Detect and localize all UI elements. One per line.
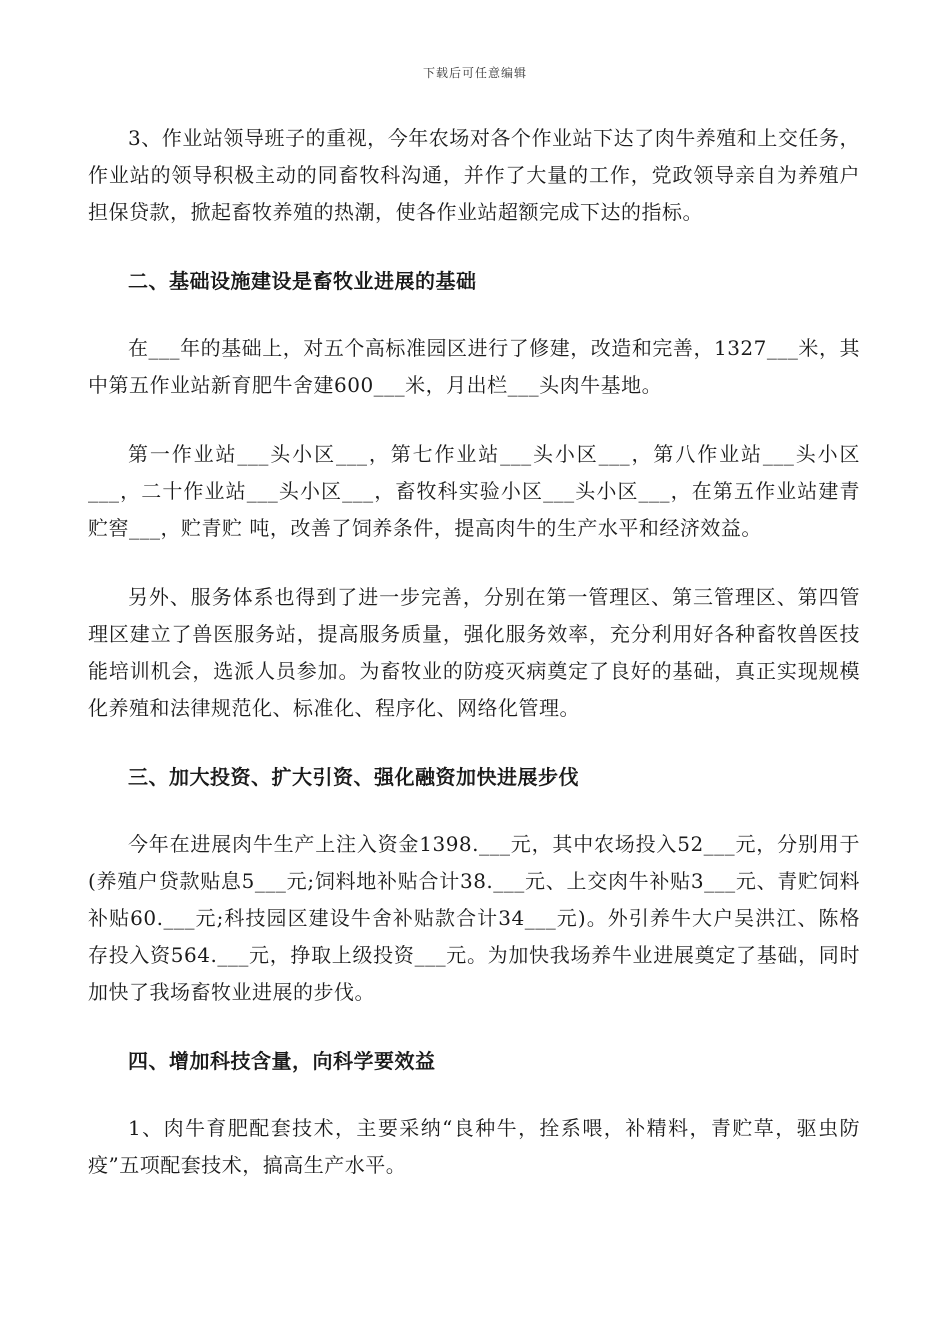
section-heading-technology: 四、增加科技含量，向科学要效益 xyxy=(128,1049,436,1073)
paragraph-station-leadership: 3、作业站领导班子的重视，今年农场对各个作业站下达了肉牛养殖和上交任务，作业站的领导积极主动的同畜牧科沟通，并作了大量的工作，党政领导亲自为养殖户担保贷款，掀起畜牧养殖的热潮，使各作业站超额完成下达的指标。 xyxy=(88,126,860,224)
section-heading-investment: 三、加大投资、扩大引资、强化融资加快进展步伐 xyxy=(128,765,579,789)
paragraph-station-districts: 第一作业站___头小区___，第七作业站___头小区___，第八作业站___头小区___，二十作业站___头小区___，畜牧科实验小区___头小区___，在第五作业站建青贮窖___，贮青贮 吨，改善了饲养条件，提高肉牛的生产水平和经济效益。 xyxy=(88,442,860,540)
section-heading-infrastructure: 二、基础设施建设是畜牧业进展的基础 xyxy=(128,269,477,293)
paragraph-fattening-technique: 1、肉牛育肥配套技术，主要采纳“良种牛，拴系喂，补精料，青贮草，驱虫防疫”五项配套技术，搞高生产水平。 xyxy=(88,1116,860,1177)
page-header: 下载后可任意编辑 xyxy=(422,66,527,80)
paragraph-investment-details: 今年在进展肉牛生产上注入资金1398.___元，其中农场投入52___元，分别用于(养殖户贷款贴息5___元;饲料地补贴合计38.___元、上交肉牛补贴3___元、青贮饲料补贴60.___元;科技园区建设牛舍补贴款合计34___元)。外引养牛大户吴洪江、陈格存投入资564.___元，挣取上级投资___元。为加快我场养牛业进展奠定了基础，同时加快了我场畜牧业进展的步伐。 xyxy=(88,832,860,1004)
paragraph-service-system: 另外、服务体系也得到了进一步完善，分别在第一管理区、第三管理区、第四管理区建立了兽医服务站，提高服务质量，强化服务效率，充分利用好各种畜牧兽医技能培训机会，选派人员参加。为畜牧业的防疫灭病奠定了良好的基础，真正实现规模化养殖和法律规范化、标准化、程序化、网络化管理。 xyxy=(88,585,860,720)
paragraph-park-construction: 在___年的基础上，对五个高标准园区进行了修建，改造和完善，1327___米，其中第五作业站新育肥牛舍建600___米，月出栏___头肉牛基地。 xyxy=(88,336,860,397)
document-body xyxy=(88,120,860,1184)
